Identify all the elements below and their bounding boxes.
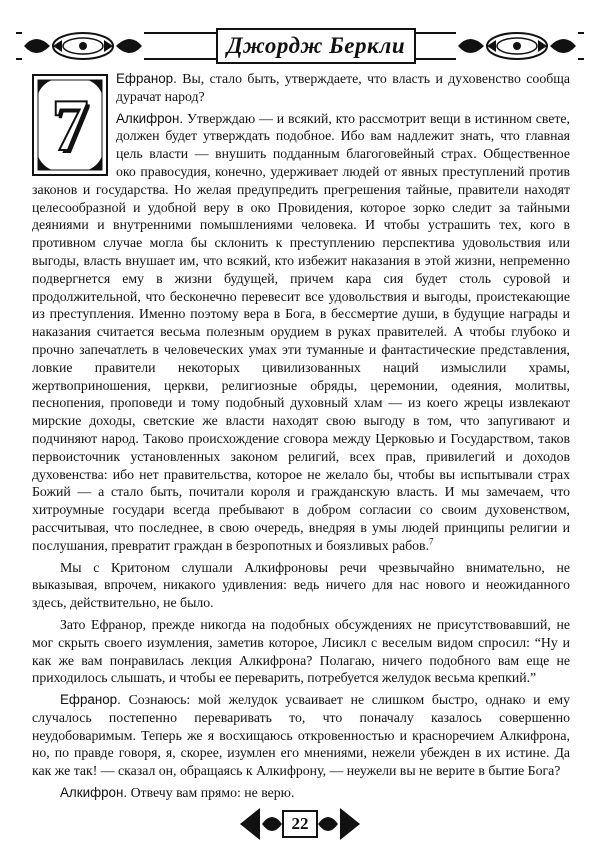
paragraph-text: Вы, стало быть, утверждаете, что власть и духовенство сообща дурачат народ?	[116, 71, 570, 104]
paragraph-text: Сознаюсь: мой желудок усваивает не слишком быстро, однако и ему случалось постепенно переваривать то, что поначалу казалось совершенно неудобоваримым. Теперь же я восхищаюсь откровенностью и красноречием Алкифрона, но, по правде говоря, я, скорее, изумлен его мнениями, нежели убежден в их истине. Да как же так! — сказал он, обращаясь к Алкифрону, — неужели вы не верите в бытие Бога?	[32, 692, 570, 779]
paragraph-text: Утверждаю — и всякий, кто рассмотрит вещи в истинном свете, должен будет утверждать подобное. Ибо вам надлежит знать, что главная цель власти — внушить подданным благоговейный страх. Общественное око правосудия, конечно, удерживает людей от явных преступлений против законов и государства. Но желая предупредить прегрешения тайные, правители находят целесообразной и удобной веру в око Провидения, которое зорко следит за тайными деяниями и внутренними помышлениями человека. И чтобы устрашить тех, кого в противном случае могла бы склонить к преступлению перспектива удовольствия или выгоды, власть внушает им, что всякий, кто избежит наказания в этой жизни, непременно подвергнется ему в жизни будущей, причем кара сия будет столь суровой и продолжительной, что бесконечно перевесит все удовольствия и выгоды, проистекающие из преступления. Именно поэтому вера в Бога, в бессмертие души, в будущие награды и наказания считается весьма полезным орудием в руках правителей. А чтобы глубоко и прочно запечатлеть в человеческих умах эти туманные и фантастические представления, ловкие правители некоторых цивилизованных наций измыслили храмы, жертвоприношения, церкви, религиозные обряды, церемонии, одеяния, молитвы, песнопения, проповеди и тому подобный духовный хлам — из коего жрецы извлекают мирские доходы, светские же власти находят свою выгоду в том, что запугивают и подчиняют народ. Таково происхождение сговора между Церковью и Государством, таков первоисточник установленных законом религий, всех прав, привилегий и доходов духовенства: ибо нет правительства, которое не желало бы, чтобы вы испытывали страх Божий — а стало быть, почитали короля и гражданскую власть. И мы замечаем, что хитроумные государи всегда пребывают в добром согласии со своим духовенством, рассчитывая, что последнее, в свою очередь, внедряя в умы людей принципы религии и послушания, превратит граждан в безропотных и боязливых рабов.	[32, 110, 570, 553]
header-title-box	[216, 28, 416, 64]
speaker-name: Алкифрон.	[60, 785, 128, 801]
speaker-name: Алкифрон.	[116, 110, 184, 126]
body-text	[32, 70, 570, 806]
running-header	[16, 28, 584, 64]
speaker-name: Ефранор.	[60, 692, 121, 708]
paragraph-narration-2: Зато Ефранор, прежде никогда на подобных обсуждениях не присутствовавший, не мог скрыть своего изумления, заметив которое, Лисикл с веселым видом спросил: “Ну и как же вам понравилась лекция Алкифрона? Полагаю, ничего подобного вам еще не приходилось слышать, и чтобы ее переварить, потребуется желудок весьма крепкий.”	[32, 616, 570, 686]
header-title: Джордж Беркли	[226, 33, 406, 58]
paragraph-efranor-reply	[32, 691, 570, 780]
paragraph-text: Отвечу вам прямо: не верю.	[127, 785, 295, 801]
page-footer	[240, 804, 360, 844]
paragraph-alkifron-reply	[32, 784, 570, 802]
paragraph-alkifron-answer	[32, 110, 570, 555]
chapter-number: 7	[51, 85, 89, 167]
header-ornament-left	[22, 30, 144, 62]
page-number: 22	[291, 814, 309, 833]
footnote-marker: 7	[429, 536, 434, 547]
speaker-name: Ефранор.	[116, 71, 177, 86]
header-ornament-right	[456, 30, 578, 62]
dropcap-spacer	[32, 70, 116, 176]
paragraph-narration-1: Мы с Критоном слушали Алкифроновы речи чрезвычайно внимательно, не выказывая, впрочем, никакого удивления: ведь ничего для нас нового и неожиданного здесь, действительно, не было.	[32, 559, 570, 611]
